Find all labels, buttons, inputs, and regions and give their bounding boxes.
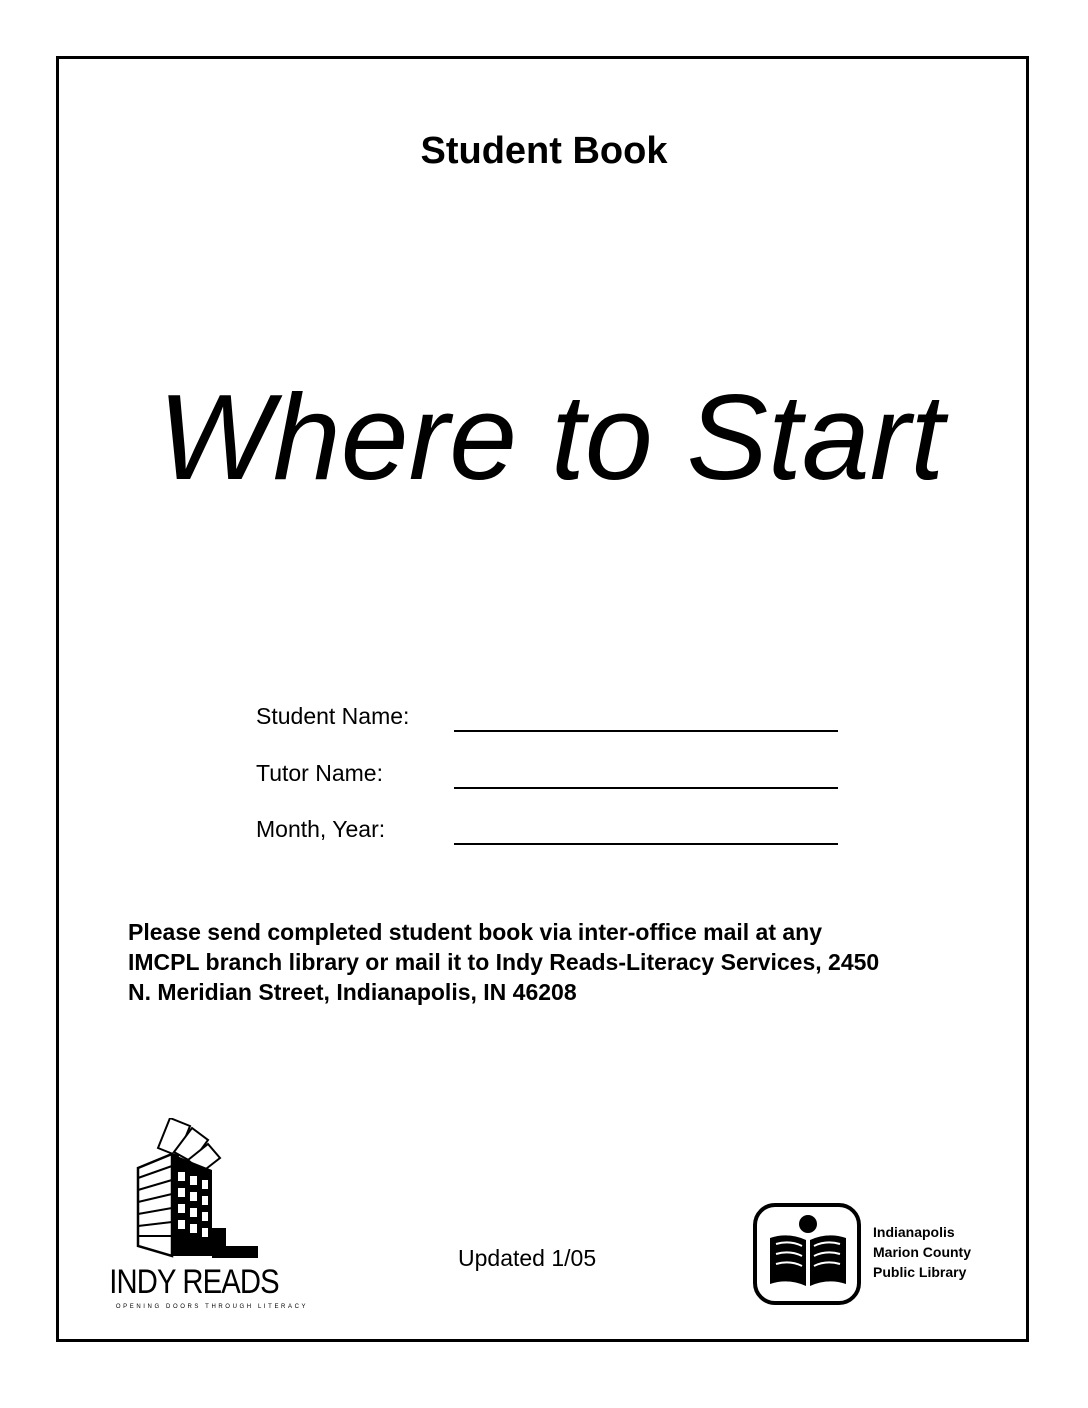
student-name-label: Student Name: xyxy=(256,703,410,729)
page-title: Where to Start xyxy=(157,369,945,505)
notice-line: N. Meridian Street, Indianapolis, IN 46208 xyxy=(128,979,577,1005)
imcpl-name-line: Public Library xyxy=(873,1264,967,1280)
imcpl-name-line: Marion County xyxy=(873,1244,971,1260)
indy-reads-wordmark: INDY READS xyxy=(109,1263,279,1301)
notice-line: Please send completed student book via inter-office mail at any xyxy=(128,919,823,945)
notice-line: IMCPL branch library or mail it to Indy Reads-Literacy Services, 2450 xyxy=(128,949,880,975)
student-name-line[interactable] xyxy=(454,730,838,732)
library-book-icon xyxy=(752,1202,862,1306)
tutor-name-field[interactable] xyxy=(256,755,856,795)
building-book-icon xyxy=(108,1118,308,1263)
indy-reads-tagline: OPENING DOORS THROUGH LITERACY xyxy=(115,1304,309,1310)
indy-reads-logo xyxy=(108,1118,308,1313)
updated-date: Updated 1/05 xyxy=(458,1245,597,1271)
month-year-label: Month, Year: xyxy=(256,816,386,842)
month-year-field[interactable] xyxy=(256,811,856,851)
mailing-instructions xyxy=(128,917,968,1007)
tutor-name-label: Tutor Name: xyxy=(256,760,383,786)
document-label: Student Book xyxy=(420,130,668,172)
month-year-line[interactable] xyxy=(454,843,838,845)
imcpl-name-line: Indianapolis xyxy=(873,1224,955,1240)
tutor-name-line[interactable] xyxy=(454,787,838,789)
imcpl-name xyxy=(873,1222,971,1282)
student-name-field[interactable] xyxy=(256,698,856,738)
